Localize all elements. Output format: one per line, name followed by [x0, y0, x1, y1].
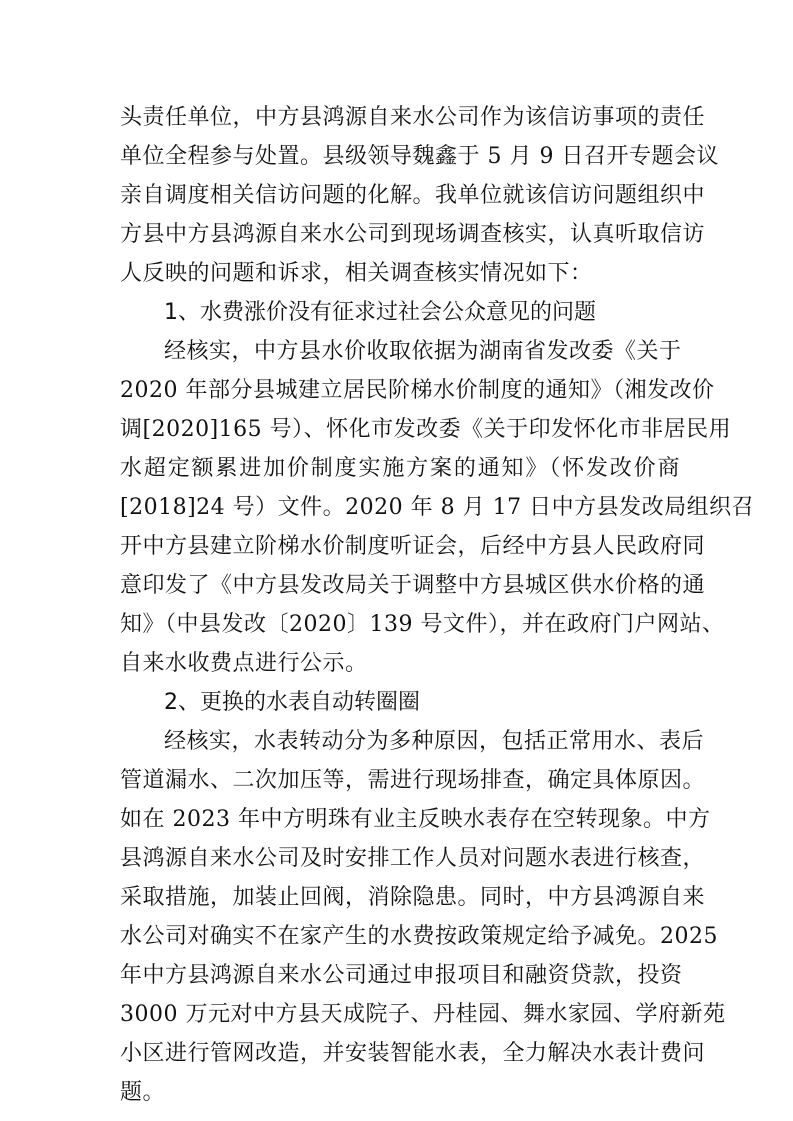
body-line: 水公司对确实不在家产生的水费按政策规定给予减免。2025 [120, 924, 718, 949]
body-line: 知》（中县发改〔2020〕139 号文件），并在政府门户网站、 [120, 612, 725, 637]
body-line: 经核实，水表转动分为多种原因，包括正常用水、表后 [164, 729, 705, 754]
body-line: 亲自调度相关信访问题的化解。我单位就该信访问题组织中 [120, 183, 706, 208]
body-line: 经核实，中方县水价收取依据为湖南省发改委《关于 [164, 339, 682, 364]
body-line: 如在 2023 年中方明珠有业主反映水表存在空转现象。中方 [120, 807, 711, 832]
body-line: 人反映的问题和诉求，相关调查核实情况如下： [120, 261, 593, 286]
body-line: 2020 年部分县城建立居民阶梯水价制度的通知》（湘发改价 [120, 378, 715, 403]
body-line: 题。 [120, 1080, 166, 1105]
section-heading-2: 2、更换的水表自动转圈圈 [164, 690, 420, 715]
body-line: [2018]24 号）文件。2020 年 8 月 17 日中方县发改局组织召 [120, 495, 755, 520]
body-line: 调[2020]165 号）、怀化市发改委《关于印发怀化市非居民用 [120, 417, 732, 442]
body-line: 方县中方县鸿源自来水公司到现场调查核实，认真听取信访 [120, 222, 706, 247]
body-line: 管道漏水、二次加压等，需进行现场排查，确定具体原因。 [120, 768, 706, 793]
body-line: 自来水收费点进行公示。 [120, 651, 368, 676]
body-line: 开中方县建立阶梯水价制度听证会，后经中方县人民政府同 [120, 534, 706, 559]
body-line: 水超定额累进加价制度实施方案的通知》（怀发改价商 [120, 456, 680, 481]
body-line: 意印发了《中方县发改局关于调整中方县城区供水价格的通 [120, 573, 706, 598]
body-line: 小区进行管网改造，并安装智能水表，全力解决水表计费问 [120, 1041, 706, 1066]
body-line: 年中方县鸿源自来水公司通过申报项目和融资贷款，投资 [120, 963, 683, 988]
body-line: 3000 万元对中方县天成院子、丹桂园、舞水家园、学府新苑 [120, 1002, 726, 1027]
body-line: 采取措施，加装止回阀，消除隐患。同时，中方县鸿源自来 [120, 885, 706, 910]
body-line: 单位全程参与处置。县级领导魏鑫于 5 月 9 日召开专题会议 [120, 144, 719, 169]
body-line: 县鸿源自来水公司及时安排工作人员对问题水表进行核查， [120, 846, 706, 871]
section-heading-1: 1、水费涨价没有征求过社会公众意见的问题 [164, 300, 596, 325]
body-line: 头责任单位，中方县鸿源自来水公司作为该信访事项的责任 [120, 105, 706, 130]
